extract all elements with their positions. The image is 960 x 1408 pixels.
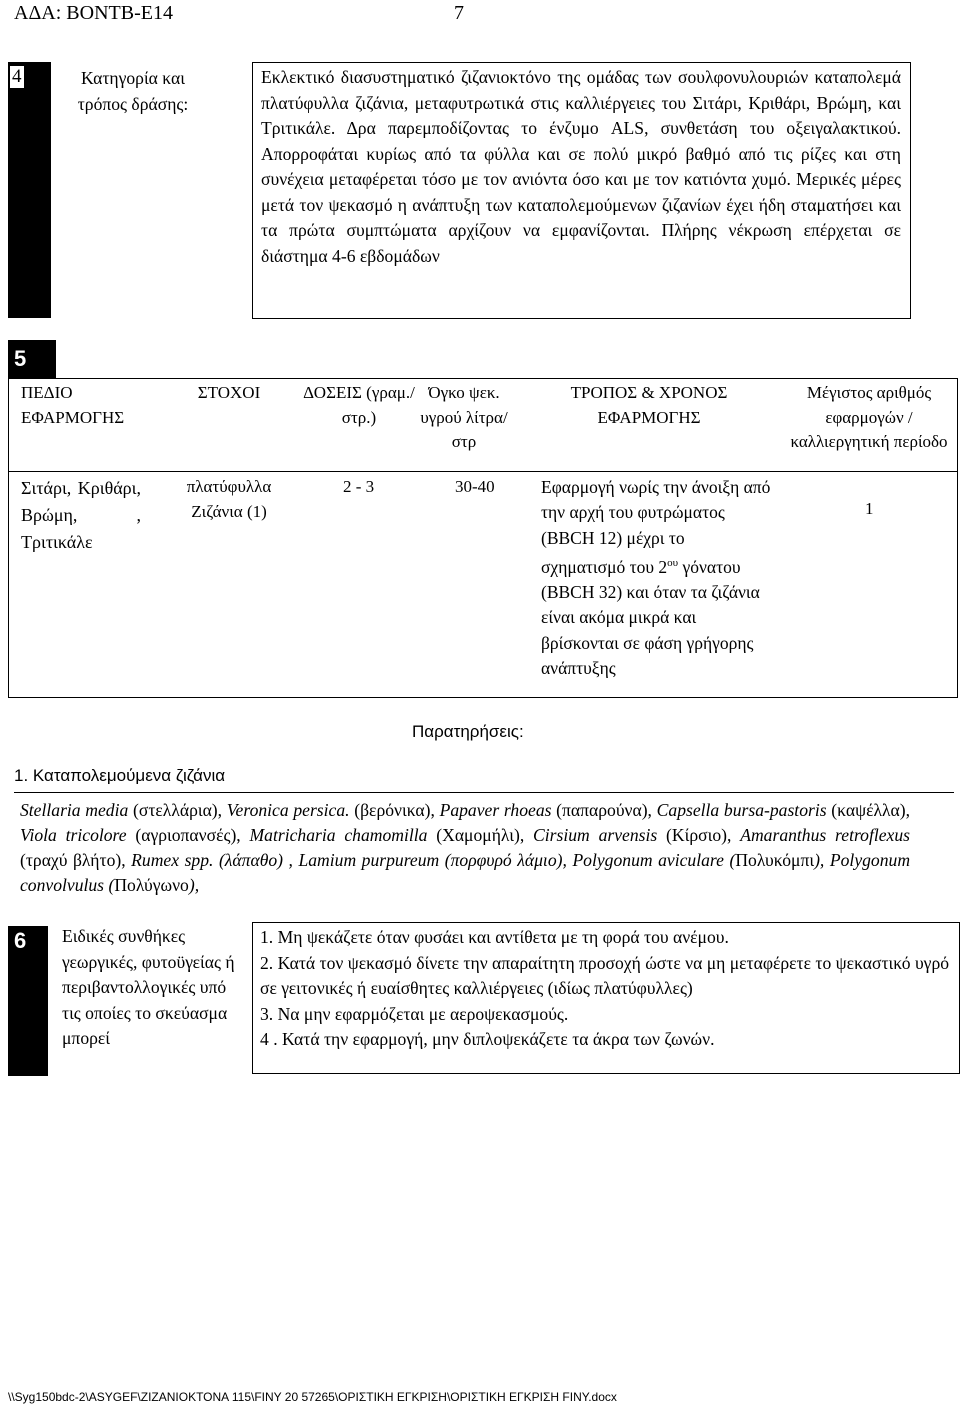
row-dose: 2 - 3 xyxy=(343,477,375,496)
document-code: ΑΔΑ: ΒΟΝΤΒ-Ε14 xyxy=(14,2,173,24)
file-path-footer: \\Syg150bdc-2\ASYGEF\ZIZANIOKTONA 115\FINY 20 57265\ΟΡΙΣΤΙΚΗ ΕΓΚΡΙΣΗ\ΟΡΙΣΤΙΚΗ ΕΓΚΡΙΣΗ FINY.docx xyxy=(8,1390,617,1404)
section-5-number: 5 xyxy=(14,346,27,371)
weed-latin-name: Polygonum convolvulus xyxy=(20,850,911,895)
row-volume: 30-40 xyxy=(455,477,495,496)
weed-common-name: (αγριοπανσές), xyxy=(126,825,250,845)
weed-common-name: (Κίρσιο), xyxy=(657,825,741,845)
weed-latin-name: ), xyxy=(188,875,200,895)
application-table xyxy=(8,378,958,698)
header-target: ΣΤΟΧΟΙ xyxy=(197,383,261,402)
weed-latin-name: Stellaria media xyxy=(20,800,129,820)
weed-latin-name: Rumex spp. (λάπαθο) , Lamium purpureum (πορφυρό λάμιο), xyxy=(131,850,567,870)
weeds-heading: 1. Καταπολεμούμενα ζιζάνια xyxy=(14,766,226,785)
section-4-label: Κατηγορία και τρόπος δράσης: xyxy=(77,68,189,114)
weed-common-name: (παπαρούνα), xyxy=(551,800,657,820)
header-method: ΤΡΟΠΟΣ & ΧΡΟΝΟΣ ΕΦΑΡΜΟΓΗΣ xyxy=(570,383,728,427)
weed-common-name: (στελλάρια), xyxy=(128,800,227,820)
weed-common-name: (καψέλλα), xyxy=(826,800,911,820)
weed-latin-name: Papaver rhoeas xyxy=(439,800,552,820)
section-4-number: 4 xyxy=(12,66,22,87)
row-method-text: Εφαρμογή νωρίς την άνοιξη από την αρχή του φυτρώματος (BBCH 12) μέχρι το σχηματισμό του 2 xyxy=(541,477,771,577)
page-number: 7 xyxy=(454,2,464,24)
weeds-list xyxy=(20,798,910,898)
weed-latin-name: Viola tricolore xyxy=(20,825,127,845)
weed-latin-name: ), xyxy=(814,850,825,870)
header-dose: ΔΟΣΕΙΣ (γραμ./στρ.) xyxy=(303,383,415,427)
weed-latin-name: Veronica persica. xyxy=(226,800,350,820)
row-method-superscript: ου xyxy=(667,556,679,569)
weed-common-name: (βερόνικα), xyxy=(349,800,440,820)
section-6-marker xyxy=(8,926,48,1076)
weed-latin-name: Cirsium arvensis xyxy=(533,825,658,845)
table-header-divider xyxy=(9,471,957,472)
weed-latin-name: Polygonum aviculare xyxy=(572,850,724,870)
weed-latin-name: Capsella bursa-pastoris xyxy=(656,800,827,820)
weed-common-name: Πολυκόμπι xyxy=(735,850,815,870)
condition-item: 4 . Κατά την εφαρμογή, μην διπλοψεκάζετε τα άκρα των ζωνών. xyxy=(260,1029,715,1049)
section-4-box xyxy=(252,62,911,319)
section-4-text: Εκλεκτικό διασυστηματικό ζιζανιοκτόνο της ομάδας των σουλφονυλουριών καταπολεμά πλατύφυλλα ζιζάνια, μεταφυτρωτικά στις καλλιέργειες του Σιτάρι, Κριθάρι, Βρώμη, και Τριτικάλε. Δρα παρεμποδίζοντας το ένζυμο ALS, συνθετάση του οξειγαλακτικού. Απορροφάται κυρίως από τα φύλλα και σε πολύ μικρό βαθμό από τις ρίζες και στη συνέχεια μεταφέρεται τόσο με τον ανιόντα όσο και με τον κατιόντα χυμό. Μερικές μέρες μετά τον ψεκασμό η ανάπτυξη των καταπολεμούμενων ζιζανίων έχει ήδη σταματήσει και τα πρώτα συμπτώματα αρχίζουν να εμφανίζονται. Πλήρης νέκρωση επέρχεται σε διάστημα 4-6 εβδομάδων xyxy=(261,67,901,266)
section-4-marker xyxy=(8,62,51,318)
row-method-text-end: γόνατου (BBCH 32) και όταν τα ζιζάνια είναι ακόμα μικρά και βρίσκονται σε φάση γρήγορης ανάπτυξης xyxy=(541,556,760,678)
weed-common-name: (τραχύ βλήτο), xyxy=(20,850,132,870)
section-6-box xyxy=(252,922,960,1074)
condition-item: 2. Κατά τον ψεκασμό δίνετε την απαραίτητη προσοχή ώστε να μη μεταφέρετε το ψεκαστικό υγρό σε γειτονικές ή ευαίσθητες καλλιέργειες (ιδίως πλατύφυλλες) xyxy=(260,952,950,998)
weed-latin-name: ( xyxy=(108,875,115,895)
section-6-label: Ειδικές συνθήκες γεωργικές, φυτοϋγείας ή περιβαντολλογικές υπό τις οποίες το σκεύασμα μπορεί xyxy=(62,926,235,1048)
weed-latin-name: ( xyxy=(729,850,736,870)
row-target: πλατύφυλλα Ζιζάνια (1) xyxy=(186,477,272,521)
condition-item: 1. Μη ψεκάζετε όταν φυσάει και αντίθετα με τη φορά του ανέμου. xyxy=(260,927,729,947)
section-6-items xyxy=(260,925,950,1053)
header-field: ΠΕΔΙΟ ΕΦΑΡΜΟΓΗΣ xyxy=(21,383,125,427)
weed-common-name: Πολύγωνο xyxy=(114,875,189,895)
row-max-applications: 1 xyxy=(865,499,874,518)
weed-common-name: (Χαμομήλι), xyxy=(427,825,534,845)
remarks-title: Παρατηρήσεις: xyxy=(412,722,524,741)
header-volume: Όγκο ψεκ. υγρού λίτρα/στρ xyxy=(420,383,508,451)
section-6-number: 6 xyxy=(14,928,27,953)
weed-latin-name: Amaranthus retroflexus xyxy=(740,825,910,845)
row-field: Σιτάρι, Κριθάρι, Βρώμη, , Τριτικάλε xyxy=(21,478,141,552)
condition-item: 3. Να μην εφαρμόζεται με αεροψεκασμούς. xyxy=(260,1003,569,1024)
header-max-applications: Μέγιστος αριθμός εφαρμογών / καλλιεργητική περίοδο xyxy=(790,383,948,451)
weeds-divider xyxy=(14,792,954,794)
row-method xyxy=(541,475,771,681)
weed-latin-name: Matricharia chamomilla xyxy=(249,825,428,845)
section-5-marker xyxy=(8,340,56,378)
